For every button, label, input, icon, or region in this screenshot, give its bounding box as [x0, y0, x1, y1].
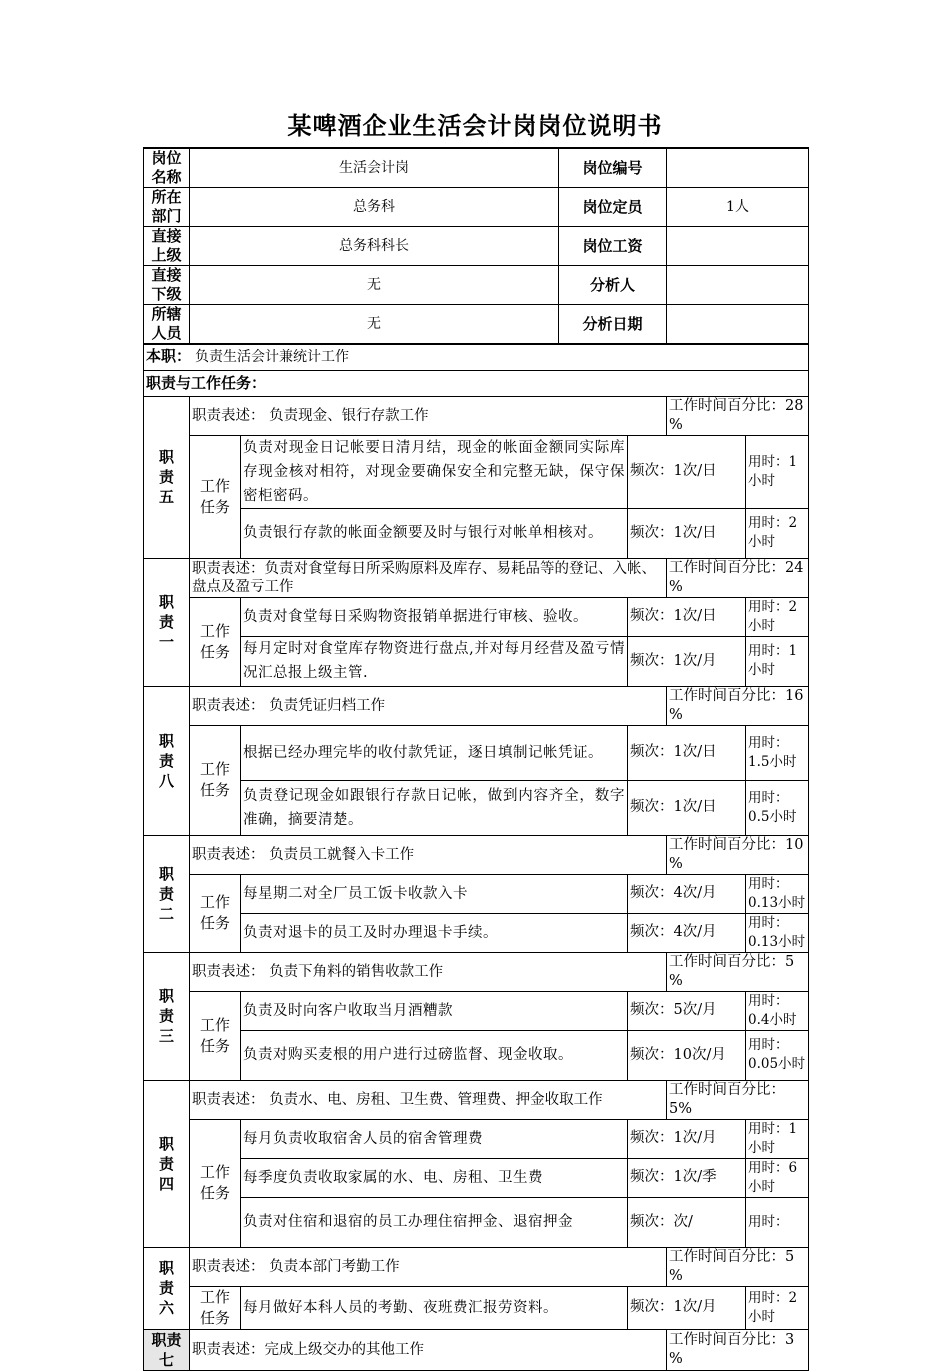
duty-description: 职责表述： 负责本部门考勤工作 [190, 1247, 667, 1286]
duty-title: 职责三 [158, 987, 174, 1045]
role-row [144, 344, 809, 370]
time-percentage: 工作时间百分比：5 % [667, 952, 809, 991]
task-frequency: 频次：1次/日 [628, 725, 746, 780]
duty-description: 职责表述： 负责下角料的销售收款工作 [190, 952, 667, 991]
task-text: 根据已经办理完毕的收付款凭证，逐日填制记帐凭证。 [241, 725, 628, 780]
task-frequency: 频次：1次/月 [628, 636, 746, 686]
header-value [667, 227, 809, 266]
duty-description: 职责表述： 负责员工就餐入卡工作 [190, 835, 667, 874]
task-text: 负责对住宿和退宿的员工办理住宿押金、退宿押金 [241, 1197, 628, 1247]
duty-name [144, 952, 190, 1080]
task-frequency: 频次：1次/季 [628, 1158, 746, 1197]
task-time: 用时：0.13小时 [746, 913, 809, 952]
time-percentage: 工作时间百分比：16 % [667, 686, 809, 725]
task-label: 工作任务 [190, 597, 241, 686]
task-frequency: 频次：1次/日 [628, 780, 746, 835]
duty-title: 职责七 [151, 1330, 182, 1369]
section-label: 职责与工作任务： [144, 370, 809, 396]
duty-title: 职责八 [158, 731, 174, 790]
duty-name [144, 1080, 190, 1247]
task-text: 每月做好本科人员的考勤、夜班费汇报劳资料。 [241, 1286, 628, 1329]
header-value: 生活会计岗 [190, 148, 559, 188]
header-value: 总务科 [190, 188, 559, 227]
task-frequency: 频次：1次/日 [628, 597, 746, 636]
task-text: 负责登记现金如跟银行存款日记帐，做到内容齐全，数字准确，摘要清楚。 [241, 780, 628, 835]
role-text: 负责生活会计兼统计工作 [195, 349, 350, 366]
document-title: 某啤酒企业生活会计岗岗位说明书 [287, 112, 663, 140]
task-text: 负责对退卡的员工及时办理退卡手续。 [241, 913, 628, 952]
header-label: 分析人 [559, 266, 667, 305]
task-label: 工作任务 [190, 1119, 241, 1247]
task-text: 负责及时向客户收取当月酒糟款 [241, 991, 628, 1030]
task-frequency: 频次：5次/月 [628, 991, 746, 1030]
duty-name [144, 396, 190, 558]
duty-title: 职责二 [158, 864, 174, 923]
task-label: 工作任务 [190, 725, 241, 835]
role-label: 本职： [146, 347, 192, 366]
task-frequency: 频次：4次/月 [628, 913, 746, 952]
task-text: 负责银行存款的帐面金额要及时与银行对帐单相核对。 [241, 508, 628, 558]
task-text: 负责对购买麦根的用户进行过磅监督、现金收取。 [241, 1030, 628, 1080]
header-label: 所在部门 [144, 188, 190, 227]
task-time: 用时：2小时 [746, 1286, 809, 1329]
header-value: 1人 [667, 188, 809, 227]
task-label: 工作任务 [190, 435, 241, 558]
task-time: 用时：2小时 [746, 508, 809, 558]
task-frequency: 频次：1次/日 [628, 435, 746, 508]
duty-name [144, 558, 190, 686]
time-percentage: 工作时间百分比：3 % [667, 1329, 809, 1370]
header-label: 岗位工资 [559, 227, 667, 266]
task-text: 负责对食堂每日采购物资报销单据进行审核、验收。 [241, 597, 628, 636]
time-percentage: 工作时间百分比：5% [667, 1080, 809, 1119]
task-text: 负责对现金日记帐要日清月结，现金的帐面金额同实际库存现金核对相符，对现金要确保安全和完整无缺，保守保密柜密码。 [241, 435, 628, 508]
task-time: 用时：0.5小时 [746, 780, 809, 835]
duty-name [144, 686, 190, 835]
time-percentage: 工作时间百分比：5 % [667, 1247, 809, 1286]
duty-title: 职责五 [158, 448, 174, 506]
header-value: 无 [190, 305, 559, 345]
task-time: 用时：1小时 [746, 435, 809, 508]
header-value [667, 148, 809, 188]
header-label: 岗位名称 [144, 148, 190, 188]
duty-title: 职责四 [158, 1134, 174, 1193]
time-percentage: 工作时间百分比：28 % [667, 396, 809, 435]
header-value [667, 266, 809, 305]
task-time: 用时：0.13小时 [746, 874, 809, 913]
task-text: 每月定时对食堂库存物资进行盘点,并对每月经营及盈亏情况汇总报上级主管. [241, 636, 628, 686]
task-text: 每月负责收取宿舍人员的宿舍管理费 [241, 1119, 628, 1158]
header-value: 总务科科长 [190, 227, 559, 266]
header-label: 分析日期 [559, 305, 667, 345]
task-time: 用时：1.5小时 [746, 725, 809, 780]
task-frequency: 频次：1次/日 [628, 508, 746, 558]
duty-title: 职责六 [158, 1259, 174, 1317]
task-time: 用时：1小时 [746, 1119, 809, 1158]
task-time: 用时：0.05小时 [746, 1030, 809, 1080]
time-percentage: 工作时间百分比：24 % [667, 558, 809, 597]
header-value [667, 305, 809, 345]
task-frequency: 频次：次/ [628, 1197, 746, 1247]
header-label: 所辖人员 [144, 305, 190, 345]
duty-name [144, 1247, 190, 1329]
header-label: 直接上级 [144, 227, 190, 266]
task-time: 用时：6小时 [746, 1158, 809, 1197]
task-time: 用时： [746, 1197, 809, 1247]
duty-description: 职责表述：负责对食堂每日所采购原料及库存、易耗品等的登记、入帐、盘点及盈亏工作 [190, 558, 667, 597]
task-frequency: 频次：4次/月 [628, 874, 746, 913]
task-frequency: 频次：10次/月 [628, 1030, 746, 1080]
task-frequency: 频次：1次/月 [628, 1286, 746, 1329]
duty-title: 职责一 [158, 593, 174, 651]
header-label: 直接下级 [144, 266, 190, 305]
task-label: 工作任务 [190, 874, 241, 952]
task-time: 用时：2小时 [746, 597, 809, 636]
duty-name [144, 1329, 190, 1370]
task-text: 每季度负责收取家属的水、电、房租、卫生费 [241, 1158, 628, 1197]
duty-description: 职责表述： 负责凭证归档工作 [190, 686, 667, 725]
task-time: 用时：1小时 [746, 636, 809, 686]
time-percentage: 工作时间百分比：10 % [667, 835, 809, 874]
duty-description: 职责表述：完成上级交办的其他工作 [190, 1329, 667, 1370]
task-frequency: 频次：1次/月 [628, 1119, 746, 1158]
header-value: 无 [190, 266, 559, 305]
task-time: 用时：0.4小时 [746, 991, 809, 1030]
duty-description: 职责表述： 负责水、电、房租、卫生费、管理费、押金收取工作 [190, 1080, 667, 1119]
task-label: 工作任务 [190, 991, 241, 1080]
header-label: 岗位编号 [559, 148, 667, 188]
duty-description: 职责表述： 负责现金、银行存款工作 [190, 396, 667, 435]
duty-name [144, 835, 190, 952]
job-description-table [143, 147, 809, 1371]
task-text: 每星期二对全厂员工饭卡收款入卡 [241, 874, 628, 913]
task-label: 工作任务 [190, 1286, 241, 1329]
header-label: 岗位定员 [559, 188, 667, 227]
